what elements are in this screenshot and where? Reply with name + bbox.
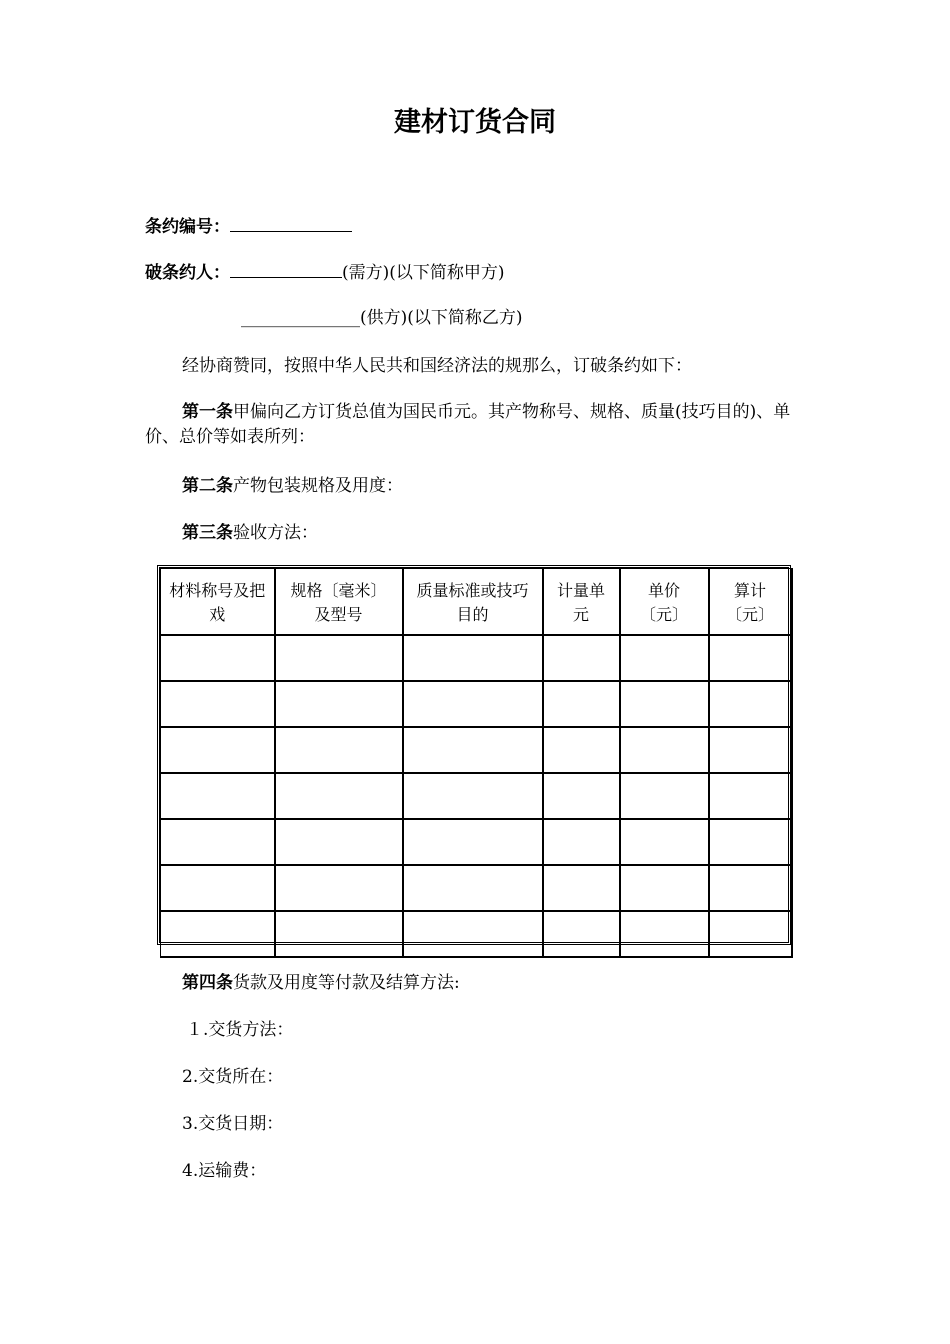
article-4-text: 货款及用度等付款及结算方法: <box>233 973 460 993</box>
table-header-row <box>161 569 792 635</box>
table-cell[interactable] <box>275 635 403 681</box>
article-2 <box>182 474 403 499</box>
list-item: 3.交货日期： <box>182 1114 284 1134</box>
table-cell[interactable] <box>709 635 792 681</box>
contract-number-label: 条约编号： <box>145 217 230 237</box>
table-cell[interactable] <box>403 773 543 819</box>
table-cell[interactable] <box>709 727 792 773</box>
article-1-label: 第一条 <box>182 402 233 422</box>
header-spec: 规格〔毫米〕及型号 <box>275 569 403 635</box>
order-table <box>157 565 791 945</box>
table-cell[interactable] <box>403 681 543 727</box>
table-cell[interactable] <box>161 911 275 957</box>
table-cell[interactable] <box>709 865 792 911</box>
table-cell[interactable] <box>275 865 403 911</box>
article-1-text: 甲偏向乙方订货总值为国民币元。其产物称号、规格、质量(技巧目的)、单价、总价等如表所列： <box>145 402 791 447</box>
table-cell[interactable] <box>275 773 403 819</box>
table-row <box>161 773 792 819</box>
article-4-label: 第四条 <box>182 973 233 993</box>
table-cell[interactable] <box>543 727 620 773</box>
intro-paragraph: 经协商赞同，按照中华人民共和国经济法的规那么，订破条约如下： <box>182 356 692 376</box>
table-row <box>161 727 792 773</box>
contract-number-line <box>145 213 352 240</box>
header-quality: 质量标准或技巧目的 <box>403 569 543 635</box>
table-cell[interactable] <box>161 819 275 865</box>
supplier-suffix: (供方)(以下简称乙方) <box>360 308 523 328</box>
table-cell[interactable] <box>403 819 543 865</box>
table-cell[interactable] <box>620 635 709 681</box>
table-cell[interactable] <box>403 635 543 681</box>
contract-number-blank[interactable] <box>230 213 352 232</box>
list-item: 2.交货所在： <box>182 1067 284 1087</box>
article-4 <box>182 971 460 996</box>
table-cell[interactable] <box>620 773 709 819</box>
table-cell[interactable] <box>709 911 792 957</box>
list-item: 4.运输费： <box>182 1161 267 1181</box>
table-row <box>161 911 792 957</box>
table-cell[interactable] <box>275 819 403 865</box>
table-cell[interactable] <box>403 865 543 911</box>
table-cell[interactable] <box>275 911 403 957</box>
table-cell[interactable] <box>403 911 543 957</box>
table-cell[interactable] <box>543 681 620 727</box>
article-3-label: 第三条 <box>182 523 233 543</box>
page-title: 建材订货合同 <box>394 107 556 138</box>
table-cell[interactable] <box>620 819 709 865</box>
supplier-blank[interactable]: ______________ <box>241 308 360 328</box>
table-cell[interactable] <box>161 635 275 681</box>
parties-label: 破条约人： <box>145 263 230 283</box>
article-3-text: 验收方法： <box>233 523 318 543</box>
header-price: 单价〔元〕 <box>620 569 709 635</box>
table-cell[interactable] <box>543 911 620 957</box>
table-cell[interactable] <box>543 635 620 681</box>
article-1 <box>145 400 810 450</box>
table-cell[interactable] <box>620 865 709 911</box>
header-unit: 计量单元 <box>543 569 620 635</box>
list-item: １.交货方法： <box>186 1020 294 1040</box>
table-cell[interactable] <box>543 819 620 865</box>
table-cell[interactable] <box>161 773 275 819</box>
table-row <box>161 865 792 911</box>
table-row <box>161 819 792 865</box>
buyer-suffix: (需方)(以下简称甲方) <box>342 263 505 283</box>
table-cell[interactable] <box>620 911 709 957</box>
table-cell[interactable] <box>709 681 792 727</box>
table-cell[interactable] <box>275 681 403 727</box>
article-3 <box>182 521 318 546</box>
article-2-text: 产物包装规格及用度： <box>233 476 403 496</box>
table-cell[interactable] <box>620 727 709 773</box>
table-cell[interactable] <box>403 727 543 773</box>
table-cell[interactable] <box>275 727 403 773</box>
supplier-line <box>241 306 523 331</box>
table-row <box>161 681 792 727</box>
table-cell[interactable] <box>161 865 275 911</box>
header-total: 算计〔元〕 <box>709 569 792 635</box>
table-cell[interactable] <box>620 681 709 727</box>
table-cell[interactable] <box>161 681 275 727</box>
table-cell[interactable] <box>543 865 620 911</box>
buyer-blank[interactable] <box>230 259 342 278</box>
buyer-line <box>145 259 505 286</box>
header-material: 材料称号及把戏 <box>161 569 275 635</box>
table-cell[interactable] <box>543 773 620 819</box>
table-cell[interactable] <box>161 727 275 773</box>
table-cell[interactable] <box>709 819 792 865</box>
article-2-label: 第二条 <box>182 476 233 496</box>
table-row <box>161 635 792 681</box>
table-cell[interactable] <box>709 773 792 819</box>
